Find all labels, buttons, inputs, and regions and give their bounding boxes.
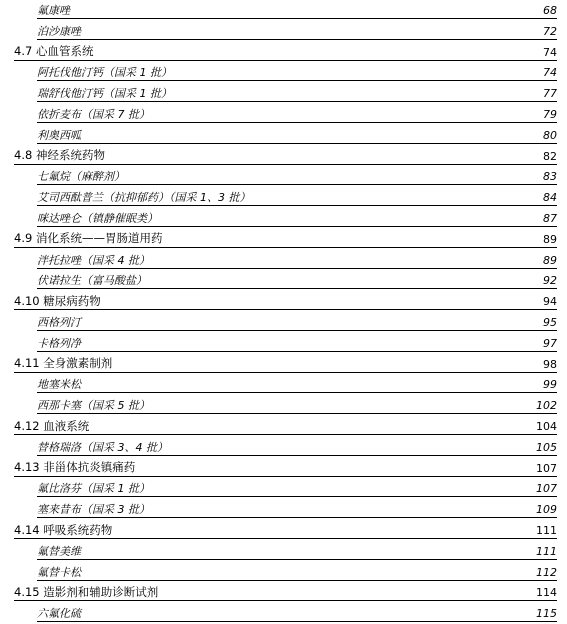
toc-section-entry[interactable]: [0, 291, 567, 310]
toc-item-entry[interactable]: [0, 499, 567, 518]
toc-entry-title: 利奥西呱: [37, 128, 81, 142]
toc-entry-page-number: 105: [536, 440, 557, 454]
toc-section-entry[interactable]: [0, 520, 567, 539]
toc-entry-title: 泮托拉唑（国采 4 批）: [37, 253, 150, 267]
toc-item-entry[interactable]: [0, 0, 567, 19]
toc-entry-title: 泊沙康唑: [37, 24, 81, 38]
toc-entry-title: 4.9 消化系统——胃肠道用药: [14, 231, 163, 246]
toc-item-entry[interactable]: [0, 437, 567, 456]
toc-entry-title: 依折麦布（国采 7 批）: [37, 108, 150, 121]
toc-entry-title: 七氟烷（麻醉剂）: [37, 170, 125, 184]
toc-item-entry[interactable]: [0, 250, 567, 269]
toc-section-entry[interactable]: [0, 582, 567, 601]
toc-entry-title: 4.14 呼吸系统药物: [14, 522, 113, 537]
toc-entry-page-number: 87: [543, 212, 557, 225]
toc-entry-title: 替格瑞洛（国采 3、4 批）: [37, 440, 168, 454]
toc-section-entry[interactable]: [0, 229, 567, 248]
toc-entry-page-number: 95: [543, 316, 557, 329]
toc-entry-title: 氟比洛芬（国采 1 批）: [37, 482, 150, 496]
toc-entry-page-number: 99: [543, 378, 557, 392]
toc-item-entry[interactable]: [0, 187, 567, 206]
toc-entry-page-number: 102: [536, 399, 557, 413]
toc-item-entry[interactable]: [0, 270, 567, 289]
toc-entry-page-number: 83: [543, 170, 557, 184]
toc-item-entry[interactable]: [0, 374, 567, 393]
toc-entry-title: 4.10 糖尿病药物: [14, 293, 101, 308]
toc-entry-page-number: 92: [543, 274, 557, 288]
toc-entry-title: 塞来昔布（国采 3 批）: [37, 503, 150, 517]
toc-entry-title: 氟替美维: [37, 544, 81, 558]
toc-entry-title: 西那卡塞（国采 5 批）: [37, 399, 150, 413]
toc-item-entry[interactable]: [0, 21, 567, 40]
toc-item-entry[interactable]: [0, 62, 567, 81]
toc-entry-title: 4.13 非甾体抗炎镇痛药: [14, 460, 136, 475]
toc-entry-title: 西格列汀: [37, 316, 81, 329]
toc-item-entry[interactable]: [0, 312, 567, 331]
toc-entry-page-number: 77: [543, 87, 557, 101]
toc-entry-title: 地塞米松: [37, 378, 81, 392]
toc-entry-page-number: 94: [543, 295, 557, 309]
toc-item-entry[interactable]: [0, 208, 567, 227]
toc-entry-page-number: 111: [536, 544, 557, 558]
toc-section-entry[interactable]: [0, 146, 567, 165]
toc-entry-title: 瑞舒伐他汀钙（国采 1 批）: [37, 87, 172, 101]
toc-item-entry[interactable]: [0, 562, 567, 581]
toc-entry-page-number: 79: [543, 108, 557, 121]
toc-entry-title: 4.12 血液系统: [14, 418, 90, 433]
toc-entry-title: 六氟化硫: [37, 607, 81, 621]
toc-entry-page-number: 89: [543, 232, 557, 246]
toc-entry-title: 4.7 心血管系统: [14, 44, 94, 59]
toc-entry-title: 阿托伐他汀钙（国采 1 批）: [37, 66, 172, 80]
toc-item-entry[interactable]: [0, 104, 567, 123]
toc-item-entry[interactable]: [0, 395, 567, 414]
toc-section-entry[interactable]: [0, 42, 567, 61]
toc-entry-title: 伏诺拉生（富马酸盐）: [37, 274, 147, 288]
toc-entry-page-number: 72: [543, 24, 557, 38]
toc-entry-title: 氟替卡松: [37, 565, 81, 579]
toc-entry-title: 4.11 全身激素制剂: [14, 356, 113, 371]
toc-entry-title: 艾司西酞普兰（抗抑郁药）（国采 1、3 批）: [37, 191, 251, 205]
toc-entry-title: 4.8 神经系统药物: [14, 148, 105, 163]
toc-entry-page-number: 84: [543, 191, 557, 205]
toc-item-entry[interactable]: [0, 603, 567, 622]
toc-item-entry[interactable]: [0, 478, 567, 497]
toc-section-entry[interactable]: [0, 458, 567, 477]
toc-entry-page-number: 109: [536, 503, 557, 517]
toc-item-entry[interactable]: [0, 166, 567, 185]
toc-section-entry[interactable]: [0, 416, 567, 435]
toc-entry-page-number: 112: [536, 565, 557, 579]
toc-entry-title: 4.15 造影剂和辅助诊断试剂: [14, 584, 159, 599]
toc-entry-page-number: 114: [536, 586, 557, 600]
toc-entry-page-number: 74: [543, 45, 557, 59]
toc-entry-page-number: 104: [536, 420, 557, 433]
toc-entry-page-number: 89: [543, 253, 557, 267]
toc-entry-page-number: 111: [536, 524, 557, 537]
toc-entry-page-number: 82: [543, 149, 557, 163]
toc-item-entry[interactable]: [0, 333, 567, 352]
toc-item-entry[interactable]: [0, 125, 567, 144]
toc-entry-title: 氟康唑: [37, 4, 70, 17]
toc-entry-page-number: 107: [536, 461, 557, 475]
toc-entry-page-number: 80: [543, 128, 557, 142]
toc-entry-title: 卡格列净: [37, 336, 81, 350]
toc-entry-page-number: 68: [543, 4, 557, 17]
toc-item-entry[interactable]: [0, 83, 567, 102]
toc-item-entry[interactable]: [0, 541, 567, 560]
toc-entry-page-number: 98: [543, 357, 557, 371]
toc-entry-page-number: 97: [543, 336, 557, 350]
toc-entry-page-number: 74: [543, 66, 557, 80]
toc-entry-page-number: 107: [536, 482, 557, 496]
toc-section-entry[interactable]: [0, 354, 567, 373]
toc-entry-title: 咪达唑仑（镇静催眠类）: [37, 212, 158, 225]
toc-entry-page-number: 115: [536, 607, 557, 621]
